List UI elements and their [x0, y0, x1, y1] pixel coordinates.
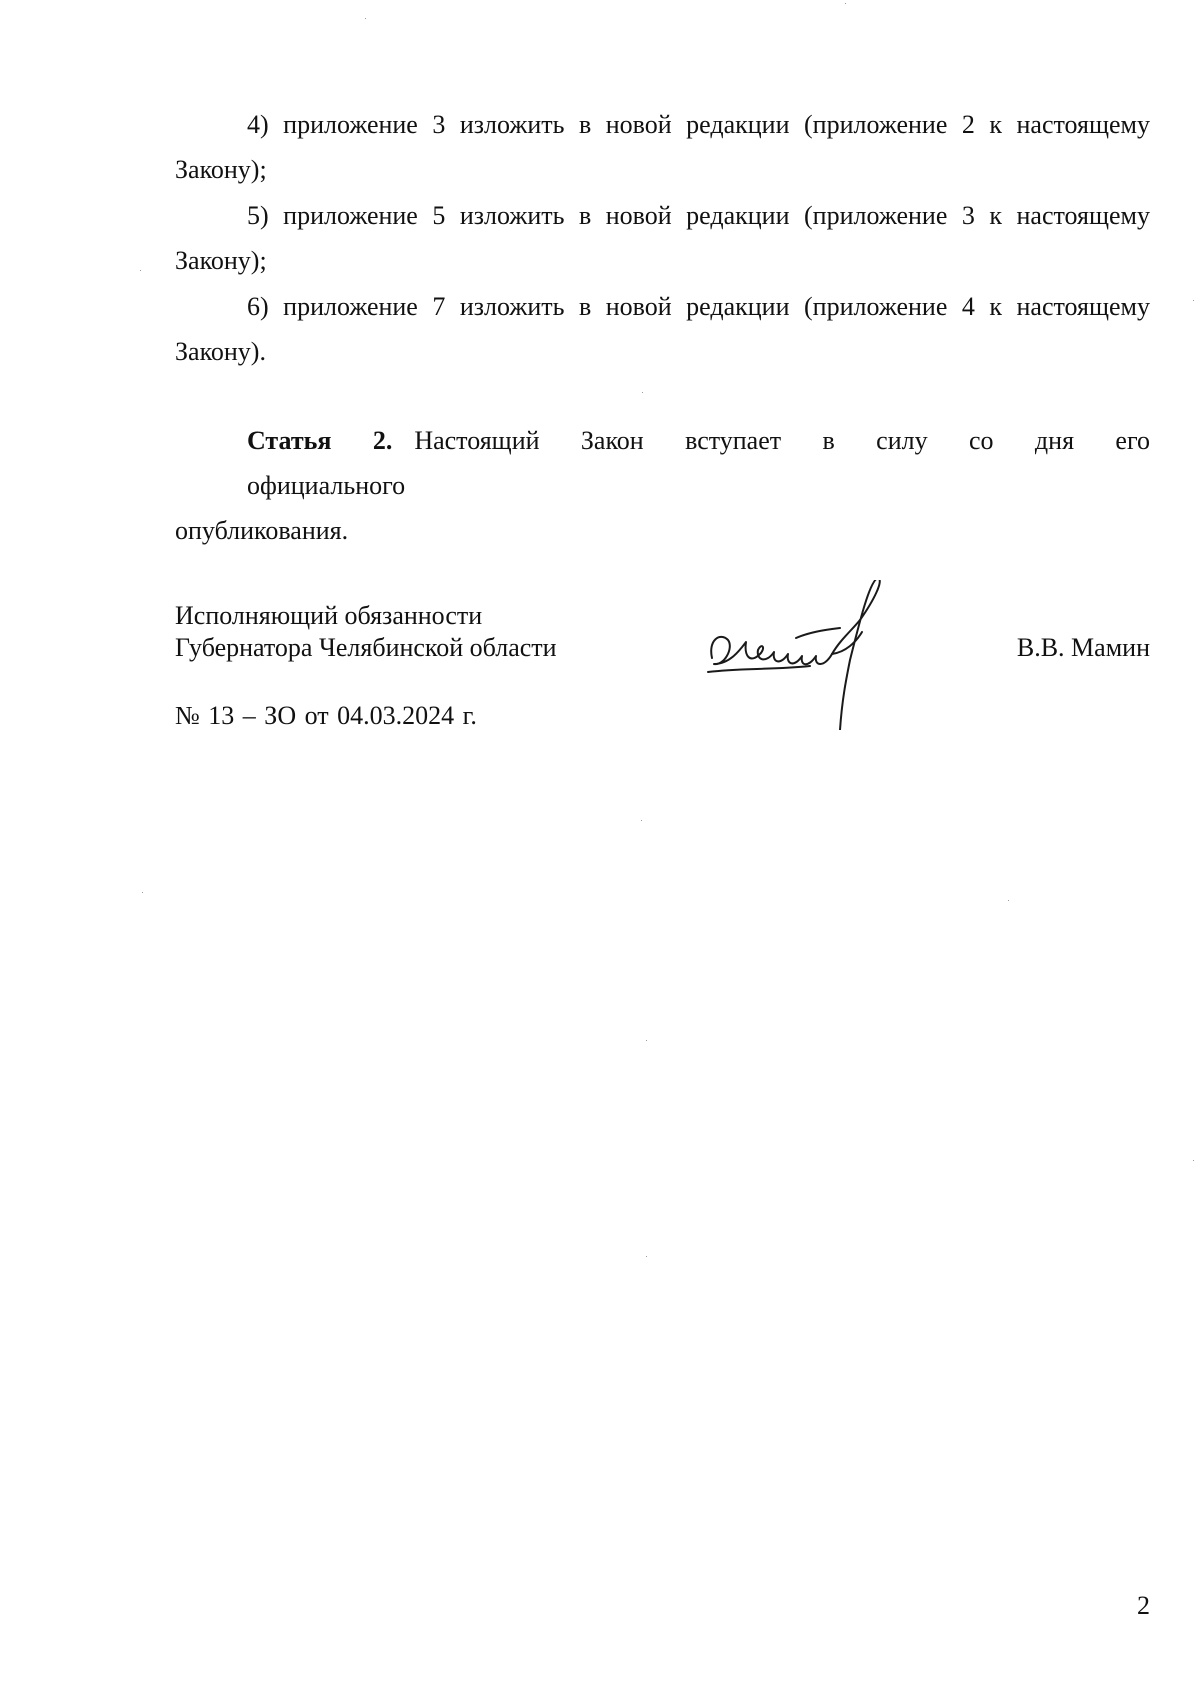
- document-number-date: № 13 – ЗО от 04.03.2024 г.: [175, 701, 477, 730]
- amendment-item-6-line2: Закону).: [175, 337, 266, 366]
- amendment-item-5-line1: 5) приложение 5 изложить в новой редакции (приложение 3 к настоящему: [247, 201, 1150, 230]
- article-2: [175, 418, 1150, 553]
- scan-speck: [1008, 900, 1009, 901]
- scan-speck: [365, 18, 366, 19]
- amendment-item-5: [175, 193, 1150, 283]
- article-2-line2: опубликования.: [175, 516, 349, 545]
- article-2-title: Статья 2.: [247, 426, 393, 455]
- amendment-item-4: [175, 102, 1150, 192]
- amendment-item-4-line1: 4) приложение 3 изложить в новой редакции (приложение 2 к настоящему: [247, 110, 1150, 139]
- amendment-item-6: [175, 284, 1150, 374]
- scan-speck: [142, 892, 143, 893]
- signer-position-line2: Губернатора Челябинской области: [175, 633, 557, 662]
- scan-speck: [1193, 1160, 1194, 1161]
- amendment-item-5-line2: Закону);: [175, 246, 267, 275]
- amendment-item-6-line1: 6) приложение 7 изложить в новой редакции (приложение 4 к настоящему: [247, 292, 1150, 321]
- scan-speck: [1193, 300, 1194, 301]
- scan-speck: [646, 1256, 647, 1257]
- amendment-item-4-line2: Закону);: [175, 155, 267, 184]
- scan-speck: [641, 820, 642, 821]
- scan-speck: [845, 3, 846, 4]
- page-number: 2: [1137, 1591, 1150, 1620]
- signer-position-line1: Исполняющий обязанности: [175, 601, 483, 630]
- signer-name: В.В. Мамин: [1016, 633, 1150, 662]
- article-2-text: Настоящий Закон вступает в силу со дня его официального: [247, 426, 1150, 500]
- scan-speck: [646, 1040, 647, 1041]
- signer-position: [175, 600, 557, 664]
- scan-speck: [140, 270, 141, 271]
- article-2-line1: [175, 418, 1150, 508]
- scan-speck: [642, 392, 643, 393]
- handwritten-signature: [700, 580, 910, 730]
